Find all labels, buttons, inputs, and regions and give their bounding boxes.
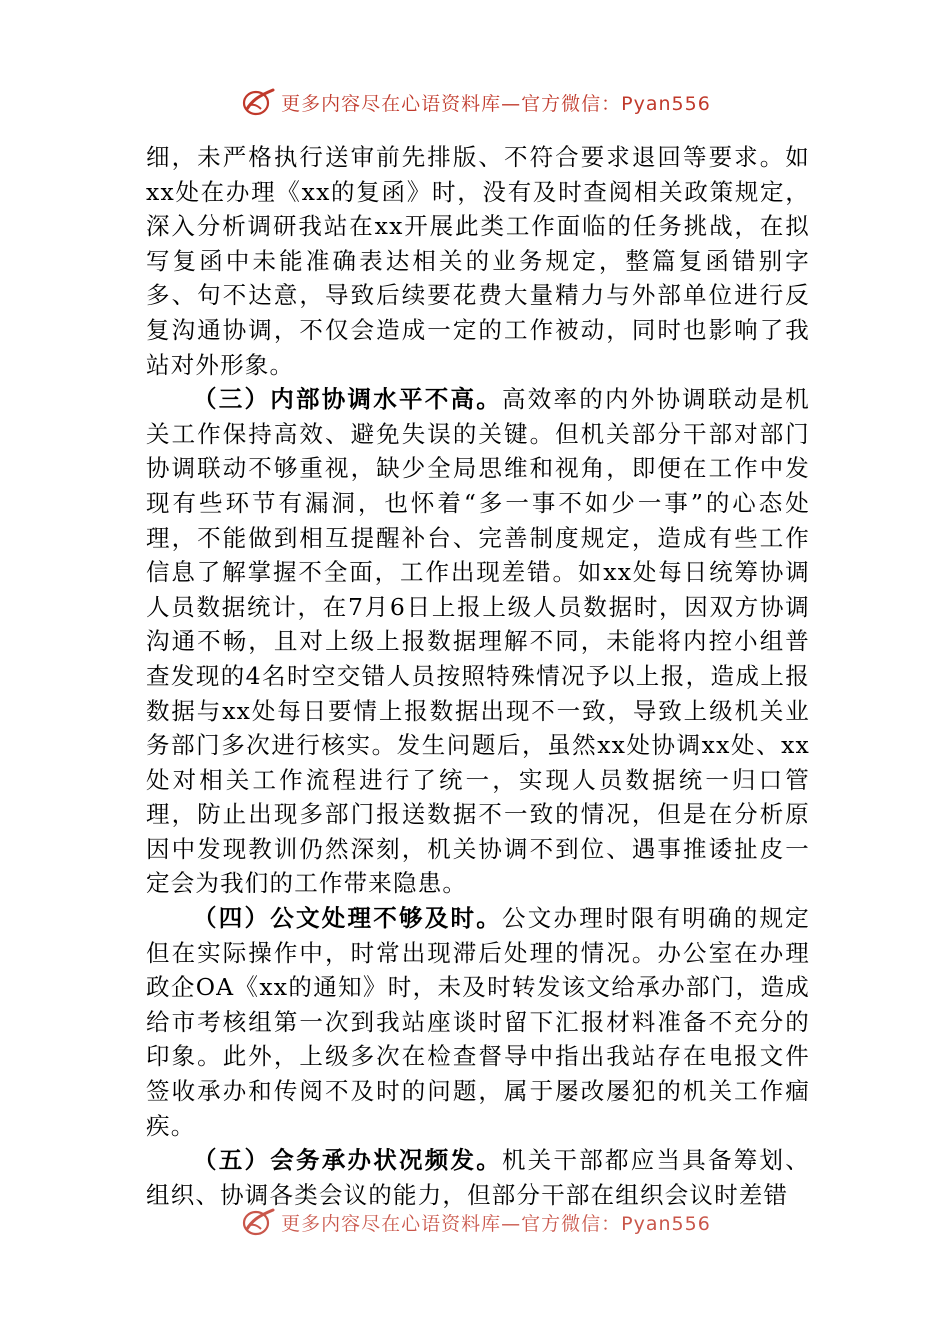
section-heading: （四）公文处理不够及时。 <box>193 904 503 933</box>
paragraph-text: 高效率的内外协调联动是机关工作保持高效、避免失误的关键。但机关部分干部对部门协调联动不够重视，缺少全局思维和视角，即便在工作中发现有些环节有漏洞，也怀着“多一事不如少一事”的心态处理，不能做到相互提醒补台、完善制度规定，造成有些工作信息了解掌握不全面，工作出现差错。如xx处每日统筹协调人员数据统计，在7月6日上报上级人员数据时，因双方协调沟通不畅，且对上级上报数据理解不同，未能将内控小组普查发现的4名时空交错人员按照特殊情况予以上报，造成上报数据与xx处每日要情上报数据出现不一致，导致上级机关业务部门多次进行核实。发生问题后，虽然xx处协调xx处、xx处对相关工作流程进行了统一，实现人员数据统一归口管理，防止出现多部门报送数据不一致的情况，但是在分析原因中发现教训仍然深刻，机关协调不到位、遇事推诿扯皮一定会为我们的工作带来隐患。 <box>146 385 810 898</box>
section-heading: （五）会务承办状况频发。 <box>193 1146 503 1175</box>
paragraph-meeting-affairs <box>146 1143 810 1212</box>
paragraph-text: 机关干部都应当具备筹划、组织、协调各类会议的能力，但部分干部在组织会议时差错 <box>146 1146 810 1209</box>
paragraph-text: 细，未严格执行送审前先排版、不符合要求退回等要求。如xx处在办理《xx的复函》时，没有及时查阅相关政策规定，深入分析调研我站在xx开展此类工作面临的任务挑战，在拟写复函中未能准确表达相关的业务规定，整篇复函错别字多、句不达意，导致后续要花费大量精力与外部单位进行反复沟通协调，不仅会造成一定的工作被动，同时也影响了我站对外形象。 <box>146 143 810 379</box>
section-heading: （三）内部协调水平不高。 <box>193 385 503 414</box>
watermark-text: 更多内容尽在心语资料库—官方微信：Pyan556 <box>281 1212 711 1235</box>
brush-logo-icon <box>239 1207 277 1237</box>
watermark-footer <box>0 1206 950 1238</box>
paragraph-continuation <box>146 140 810 382</box>
paragraph-document-handling <box>146 901 810 1143</box>
document-body <box>146 140 810 1212</box>
paragraph-text: 公文办理时限有明确的规定但在实际操作中，时常出现滞后处理的情况。办公室在办理政企OA《xx的通知》时，未及时转发该文给承办部门，造成给市考核组第一次到我站座谈时留下汇报材料准备不充分的印象。此外，上级多次在检查督导中指出我站存在电报文件签收承办和传阅不及时的问题，属于屡改屡犯的机关工作痼疾。 <box>146 904 810 1140</box>
paragraph-internal-coordination <box>146 382 810 901</box>
watermark-header <box>0 86 950 118</box>
watermark-text: 更多内容尽在心语资料库—官方微信：Pyan556 <box>281 92 711 115</box>
brush-logo-icon <box>239 87 277 117</box>
